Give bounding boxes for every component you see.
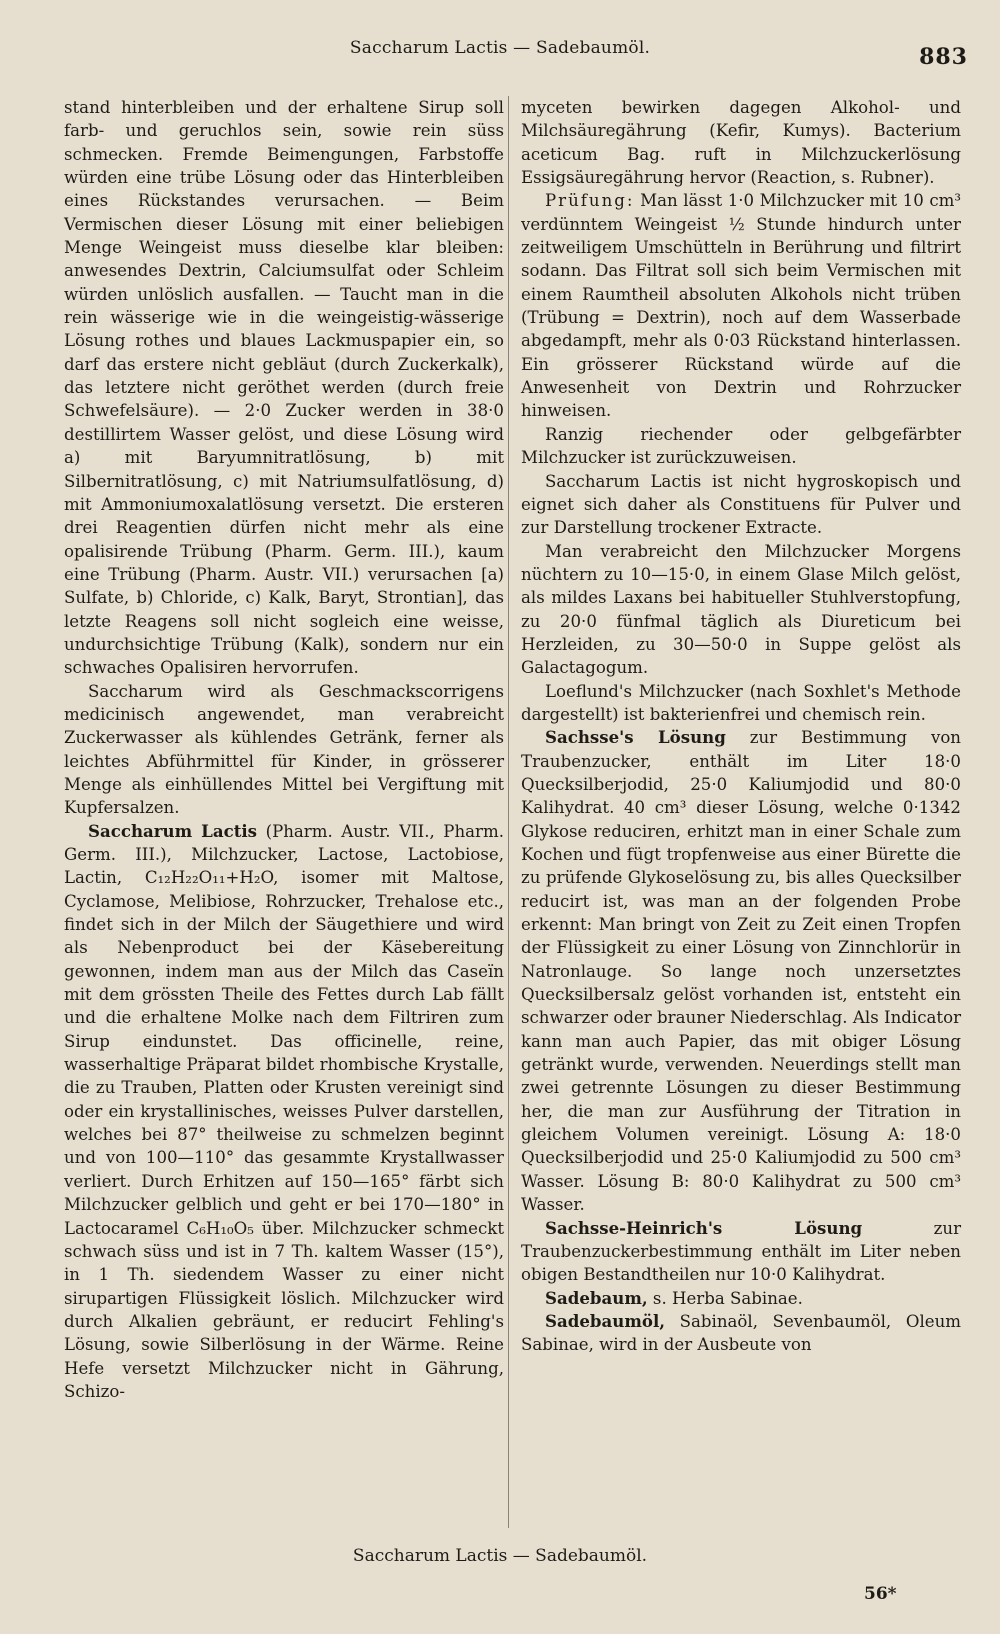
paragraph-pruefung (521, 189, 961, 422)
paragraph: Man verabreicht den Milchzucker Morgens nüchtern zu 10—15·0, in einem Glase Milch gelöst, als mildes Laxans bei habitueller Stuhlverstopfung, zu 20·0 fünfmal täglich als Diureticum bei Herzleiden, zu 30—50·0 in Suppe gelöst als Galactagogum. (521, 541, 961, 678)
entry-sadebaum (521, 1287, 961, 1310)
entry-body: s. Herba Sabinae. (647, 1288, 803, 1308)
entry-term: Saccharum Lactis (88, 820, 258, 841)
entry-body: zur Traubenzuckerbestimmung enthält im Liter neben obigen Bestandtheilen nur 10·0 Kalihydrat. (521, 1218, 961, 1285)
paragraph: stand hinterbleiben und der erhaltene Sirup soll farb- und geruchlos sein, sowie rein süss schmecken. Fremde Beimengungen, Farbstoffe würden eine trübe Lösung oder das Hinterbleiben eines Rückstandes verursachen. — Beim Vermischen dieser Lösung mit einer beliebigen Menge Weingeist muss dieselbe klar bleiben: anwesendes Dextrin, Calciumsulfat oder Schleim würden unlöslich ausfallen. — Taucht man in die rein wässerige wie in die weingeistig-wässerige Lösung rothes und blaues Lackmuspapier ein, so darf das erstere nicht gebläut (durch Zuckerkalk), das letztere nicht geröthet werden (durch freie Schwefelsäure). — 2·0 Zucker werden in 38·0 destillirtem Wasser gelöst, und diese Lösung wird a) mit Baryumnitratlösung, b) mit Silbernitratlösung, c) mit Natriumsulfatlösung, d) mit Ammoniumoxalatlösung versetzt. Die ersteren drei Reagentien dürfen nicht mehr als eine opalisirende Trübung (Pharm. Germ. III.), kaum eine Trübung (Pharm. Austr. VII.) verursachen [a) Sulfate, b) Chloride, c) Kalk, Baryt, Strontian], das letzte Reagens soll nicht sogleich eine weisse, undurchsichtige Trübung (Kalk), sondern nur ein schwaches Opalisiren hervorrufen. (64, 98, 504, 678)
paragraph: Saccharum Lactis ist nicht hygroskopisch und eignet sich daher als Constituens für Pulver und zur Darstellung trockener Extracte. (521, 471, 961, 538)
paragraph-body: Man lässt 1·0 Milchzucker mit 10 cm³ verdünntem Weingeist ½ Stunde hindurch unter zeitweiligem Umschütteln in Berührung und filtrirt sodann. Das Filtrat soll sich beim Vermischen mit einem Raumtheil absoluten Alkohols nicht trüben (Trübung = Dextrin), noch auf dem Wasserbade abgedampft, mehr als 0·03 Rückstand hinterlassen. Ein grösserer Rückstand würde auf die Anwesenheit von Dextrin und Rohrzucker hinweisen. (521, 191, 961, 421)
entry-sachsses-loesung (521, 726, 961, 1216)
entry-body: zur Bestimmung von Traubenzucker, enthält im Liter 18·0 Quecksilberjodid, 25·0 Kaliumjodid und 80·0 Kalihydrat. 40 cm³ dieser Lösung, welche 0·1342 Glykose reduciren, erhitzt man in einer Schale zum Kochen und fügt tropfenweise aus einer Bürette die zu prüfende Glykoselösung zu, bis alles Quecksilber reducirt ist, was man an der folgenden Probe erkennt: Man bringt von Zeit zu Zeit einen Tropfen der Flüssigkeit zu einer Lösung von Zinnchlorür in Natronlauge. So lange noch unzersetztes Quecksilbersalz gelöst vorhanden ist, entsteht ein schwarzer oder brauner Niederschlag. Als Indicator kann man auch Papier, das mit obiger Lösung getränkt wurde, verwenden. Neuerdings stellt man zwei getrennte Lösungen zu dieser Bestimmung her, die man zur Ausführung der Titration in gleichem Volumen vereinigt. Lösung A: 18·0 Quecksilberjodid und 25·0 Kaliumjodid zu 500 cm³ Wasser. Lösung B: 80·0 Kalihydrat zu 500 cm³ Wasser. (521, 728, 961, 1215)
paragraph: Loeflund's Milchzucker (nach Soxhlet's Methode dargestellt) ist bakterienfrei und chemisch rein. (521, 681, 961, 724)
signature-mark: 56* (864, 1584, 897, 1604)
entry-sadebaumoel (521, 1310, 961, 1357)
running-head: Saccharum Lactis — Sadebaumöl. (349, 38, 651, 58)
running-foot: Saccharum Lactis — Sadebaumöl. (352, 1546, 648, 1566)
entry-term: Sadebaum, (545, 1287, 648, 1308)
section-label: Prüfung: (545, 191, 635, 211)
paragraph: Saccharum wird als Geschmackscorrigens medicinisch angewendet, man verabreicht Zuckerwasser als kühlendes Getränk, ferner als leichtes Abführmittel für Kinder, in grösserer Menge als einhüllendes Mittel bei Vergiftung mit Kupfersalzen. (64, 681, 504, 818)
entry-body: Sabinaöl, Sevenbaumöl, Oleum Sabinae, wird in der Ausbeute von (521, 1311, 961, 1355)
column-divider (508, 96, 509, 1528)
entry-sachsse-heinrichs-loesung (521, 1217, 961, 1287)
entry-body: (Pharm. Austr. VII., Pharm. Germ. III.), Milchzucker, Lactose, Lactobiose, Lactin, C₁₂H₂₂O₁₁+H₂O, isomer mit Maltose, Cyclamose, Melibiose, Rohrzucker, Trehalose etc., findet sich in der Milch der Säugethiere und wird als Nebenproduct bei der Käsebereitung gewonnen, indem man aus der Milch das Caseïn mit dem grössten Theile des Fettes durch Lab fällt und die erhaltene Molke nach dem Filtriren zum Sirup eindunstet. Das officinelle, reine, wasserhaltige Präparat bildet rhombische Krystalle, die zu Trauben, Platten oder Krusten vereinigt sind oder ein krystallinisches, weisses Pulver darstellen, welches bei 87° theilweise zu schmelzen beginnt und von 100—110° das gesammte Krystallwasser verliert. Durch Erhitzen auf 150—165° färbt sich Milchzucker gelblich und geht er bei 170—180° in Lactocaramel C₆H₁₀O₅ über. Milchzucker schmeckt schwach süss und ist in 7 Th. kaltem Wasser (15°), in 1 Th. siedendem Wasser zu einer nicht sirupartigen Flüssigkeit löslich. Milchzucker wird durch Alkalien gebräunt, er reducirt Fehling's Lösung, sowie Silberlösung in der Wärme. Reine Hefe versetzt Milchzucker nicht in Gährung, Schizo- (64, 821, 504, 1401)
entry-term: Sadebaumöl, (545, 1310, 666, 1331)
page-number: 883 (919, 44, 968, 70)
paragraph: Ranzig riechender oder gelbgefärbter Milchzucker ist zurückzuweisen. (521, 424, 961, 468)
entry-term: Sachsse's Lösung (545, 727, 726, 748)
left-column (64, 96, 504, 1403)
paragraph: myceten bewirken dagegen Alkohol- und Milchsäuregährung (Kefir, Kumys). Bacterium aceticum Bag. ruft in Milchzuckerlösung Essigsäuregährung hervor (Reaction, s. Rubner). (521, 98, 961, 188)
right-column (521, 96, 961, 1357)
entry-term: Sachsse-Heinrich's Lösung (545, 1217, 863, 1238)
entry-saccharum-lactis (64, 820, 504, 1404)
